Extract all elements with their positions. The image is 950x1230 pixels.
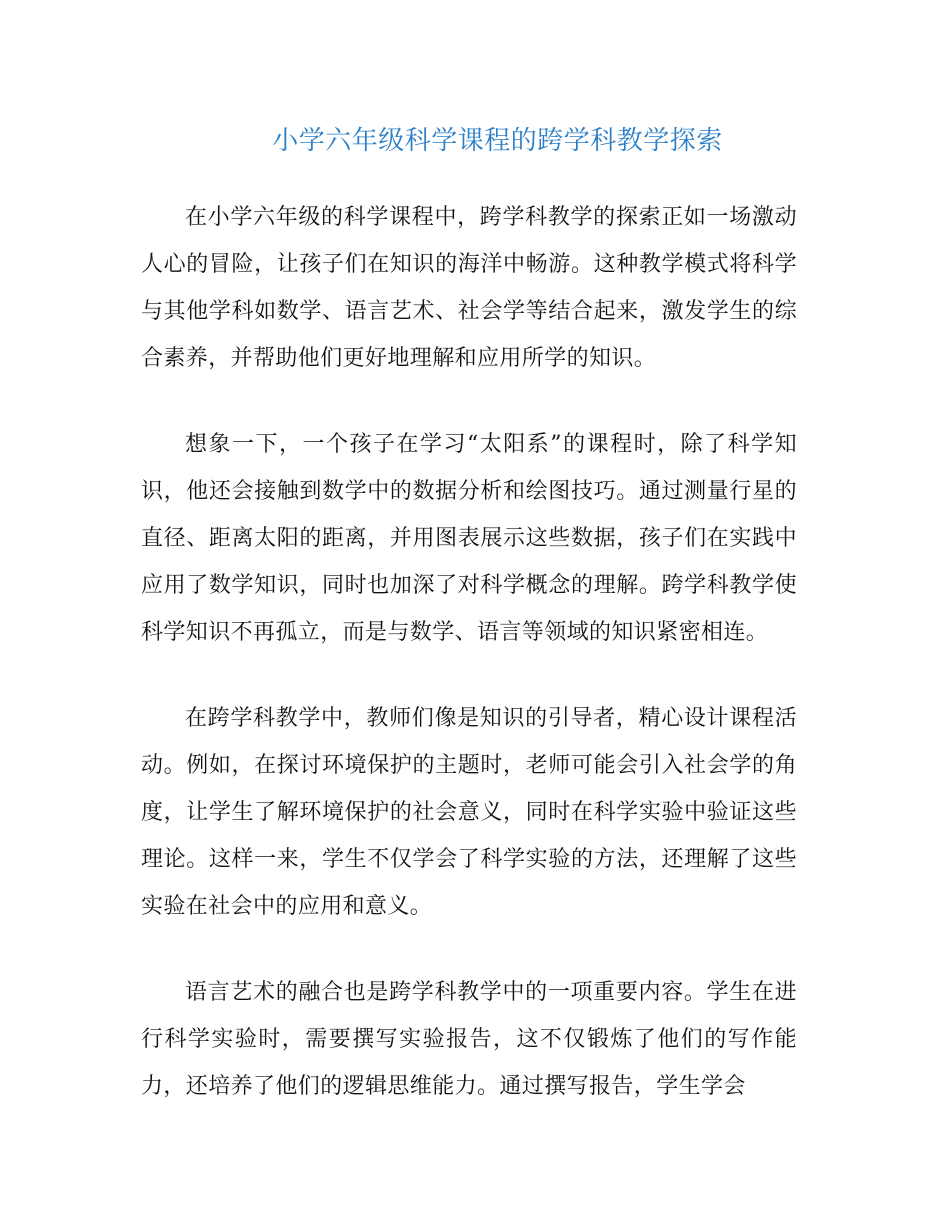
paragraph-4: 语言艺术的融合也是跨学科教学中的一项重要内容。学生在进行科学实验时，需要撰写实验报告，这不仅锻炼了他们的写作能力，还培养了他们的逻辑思维能力。通过撰写报告，学生学会 [141,980,797,1099]
document-title: 小学六年级科学课程的跨学科教学探索 [272,126,723,156]
paragraph-3: 在跨学科教学中，教师们像是知识的引导者，精心设计课程活动。例如，在探讨环境保护的主题时，老师可能会引入社会学的角度，让学生了解环境保护的社会意义，同时在科学实验中验证这些理论。这样一来，学生不仅学会了科学实验的方法，还理解了这些实验在社会中的应用和意义。 [141,706,797,919]
paragraph-2: 想象一下，一个孩子在学习“太阳系”的课程时，除了科学知识，他还会接触到数学中的数据分析和绘图技巧。通过测量行星的直径、距离太阳的距离，并用图表展示这些数据，孩子们在实践中应用了数学知识，同时也加深了对科学概念的理解。跨学科教学使科学知识不再孤立，而是与数学、语言等领域的知识紧密相连。 [141,432,797,645]
paragraph-1: 在小学六年级的科学课程中，跨学科教学的探索正如一场激动人心的冒险，让孩子们在知识的海洋中畅游。这种教学模式将科学与其他学科如数学、语言艺术、社会学等结合起来，激发学生的综合素养，并帮助他们更好地理解和应用所学的知识。 [141,205,797,371]
document-body [141,194,797,1149]
